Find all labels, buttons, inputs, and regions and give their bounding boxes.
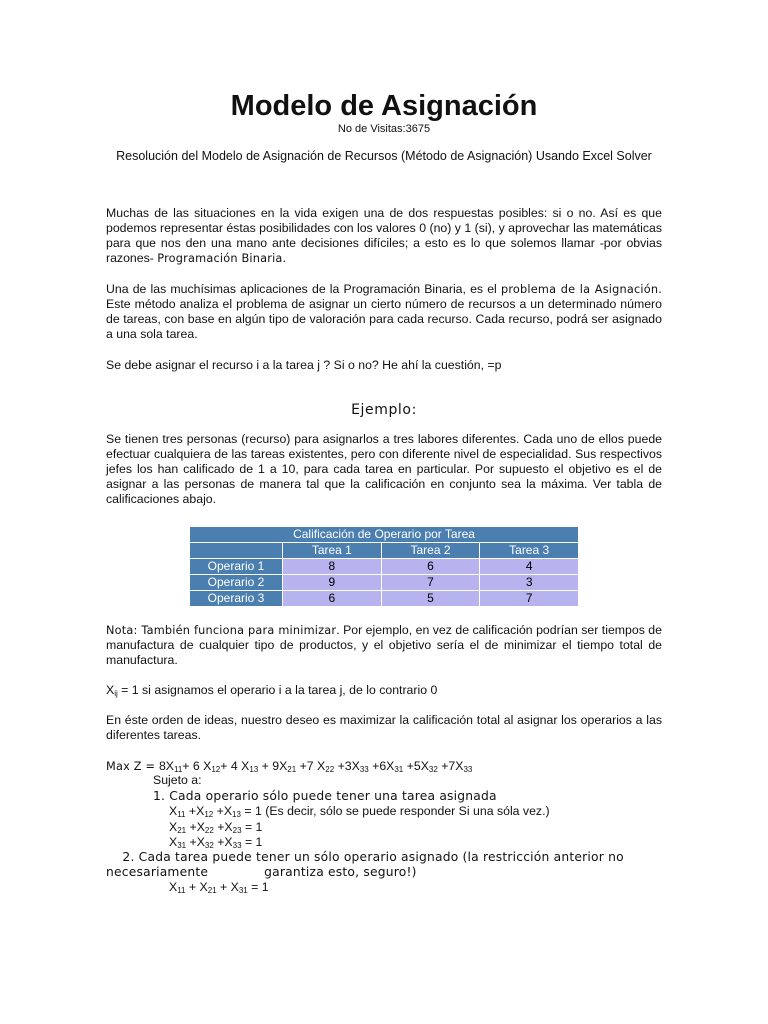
equation-subscript: 11 — [177, 810, 186, 819]
table-cell: 8 — [283, 559, 382, 575]
equation-term: + X — [216, 880, 239, 894]
equation-term: X — [169, 804, 178, 818]
variable-definition-text: = 1 si asignamos el operario i a la tarea j, de lo contrario 0 — [117, 683, 438, 697]
objective-subscript: 32 — [428, 765, 438, 774]
equation-term: +X — [213, 804, 233, 818]
objective-terms — [159, 759, 472, 773]
objective-function — [106, 759, 472, 774]
equation-term: = 1 — [247, 880, 269, 894]
section-heading: Ejemplo: — [351, 402, 417, 418]
assignment-term: problema de la Asignación. — [500, 283, 662, 296]
objective-subscript: 11 — [173, 765, 183, 774]
equation-term: X — [169, 835, 178, 849]
column-header: Tarea 3 — [480, 543, 579, 559]
equation-term: +X — [213, 835, 233, 849]
constraint2-row — [169, 880, 269, 895]
objective-term: +7 X — [296, 759, 326, 773]
note-text-a: Nota: También funciona para — [106, 624, 279, 637]
intro-term: Programación Binaria. — [157, 252, 287, 265]
objective-label: Max Z = — [106, 760, 159, 773]
table-cell: 7 — [381, 575, 480, 591]
intro-text: Muchas de las situaciones en la vida exigen una de dos respuestas posibles: si o no. Así es que podemos representar éstas posibilidades con los valores 0 (no) y 1 (si), y aprovechar las matemáticas para que nos den una mano ante decisiones difíciles; a esto es lo que solemos llamar -por obvias razones- — [106, 206, 662, 265]
constraint1-heading: 1. Cada operario sólo puede tener una tarea asignada — [153, 789, 497, 803]
intro-paragraph — [106, 206, 662, 266]
objective-subscript: 21 — [287, 765, 297, 774]
equation-term: + X — [185, 880, 208, 894]
constraint2-text-b: garantiza esto, seguro!) — [264, 865, 417, 879]
subject-to-label: Sujeto a: — [153, 773, 202, 787]
variable-symbol: X — [106, 683, 115, 697]
page-title: Modelo de Asignación — [230, 90, 538, 122]
table-row — [190, 559, 579, 575]
equation-subscript: 33 — [232, 841, 242, 850]
equation-subscript: 21 — [207, 886, 217, 895]
table-caption-row — [190, 527, 579, 543]
equation-subscript: 11 — [177, 886, 186, 895]
table-cell: 9 — [283, 575, 382, 591]
objective-subscript: 31 — [394, 765, 404, 774]
note-paragraph — [106, 623, 662, 668]
assignment-text-c: Este método analiza el problema de asignar un cierto número de recursos a un determinado número de tareas, con base en algún tipo de valoración para cada recurso. Cada recurso, podrá ser asignado a una sola tarea. — [106, 297, 662, 341]
equation-term: = 1 — [241, 835, 263, 849]
constraint2-text-a: necesariamente — [106, 865, 209, 879]
objective-term: +3X — [334, 759, 360, 773]
constraint2-heading-cont — [106, 865, 417, 880]
ratings-table — [189, 526, 579, 607]
table-row — [190, 575, 579, 591]
constraint1-row — [169, 820, 262, 835]
table-cell: 4 — [480, 559, 579, 575]
objective-subscript: 33 — [359, 765, 369, 774]
table-cell: 3 — [480, 575, 579, 591]
row-label: Operario 3 — [190, 591, 283, 607]
objective-term: +5X — [403, 759, 429, 773]
table-header-row — [190, 543, 579, 559]
objective-subscript: 13 — [249, 765, 259, 774]
table-cell: 5 — [381, 591, 480, 607]
objective-term: 8X — [158, 759, 174, 773]
equation-term: = 1 — [240, 804, 262, 818]
column-header: Tarea 1 — [283, 543, 382, 559]
note-keyword: minimizar — [278, 624, 337, 637]
variable-subscript: ij — [114, 689, 118, 698]
objective-subscript: 33 — [463, 765, 473, 774]
goal-paragraph: En éste orden de ideas, nuestro deseo es maximizar la calificación total al asignar los operarios a las diferentes tareas. — [106, 713, 662, 742]
table-corner — [190, 543, 283, 559]
objective-subscript: 12 — [211, 765, 221, 774]
equation-subscript: 31 — [177, 841, 187, 850]
objective-term: + 4 X — [220, 759, 250, 773]
constraint2-heading: 2. Cada tarea puede tener un sólo operario asignado (la restricción anterior no — [106, 850, 624, 864]
equation-term: +X — [185, 804, 205, 818]
question-paragraph: Se debe asignar el recurso i a la tarea j ? Si o no? He ahí la cuestión, =p — [106, 358, 502, 372]
equation-term: +X — [186, 835, 205, 849]
example-paragraph: Se tienen tres personas (recurso) para asignarlos a tres labores diferentes. Cada uno de ellos puede efectuar cualquiera de las tareas existentes, pero con diferente nivel de especialidad. Sus respectivos jefes los han calificado de 1 a 10, para cada tarea en particular. Por supuesto el objetivo es el de asignar a las personas de manera tal que la calificación en conjunto sea la máxima. Ver tabla de calificaciones abajo. — [106, 432, 662, 506]
objective-term: + 6 X — [182, 759, 212, 773]
table-cell: 6 — [283, 591, 382, 607]
variable-definition — [106, 683, 437, 698]
constraint1-row — [169, 835, 262, 850]
equation-term: X — [169, 880, 178, 894]
assignment-text-a: Una de las muchísimas aplicaciones de la Programación Binaria, es el — [106, 282, 501, 296]
table-row — [190, 591, 579, 607]
objective-term: +7X — [437, 759, 464, 773]
row-label: Operario 1 — [190, 559, 283, 575]
assignment-paragraph — [106, 282, 662, 342]
constraint1-note: (Es decir, sólo se puede responder Si una sóla vez.) — [261, 804, 550, 818]
equation-term: X — [169, 820, 178, 834]
equation-term: = 1 — [241, 820, 263, 834]
table-cell: 6 — [381, 559, 480, 575]
equation-subscript: 13 — [232, 810, 241, 819]
page-subtitle: Resolución del Modelo de Asignación de Recursos (Método de Asignación) Usando Excel Solver — [116, 149, 652, 163]
equation-term: +X — [213, 820, 233, 834]
objective-term: +6X — [368, 759, 395, 773]
equation-subscript: 22 — [204, 826, 214, 835]
note-text-c: . Por ejemplo, en vez de calificación podrían ser tiempos de manufactura de cualquier tipo de productos, y el objetivo sería el de minimizar el tiempo total de manufactura. — [106, 623, 662, 667]
equation-subscript: 12 — [204, 810, 214, 819]
column-header: Tarea 2 — [381, 543, 480, 559]
equation-term: +X — [186, 820, 205, 834]
constraint1-row — [169, 804, 550, 819]
visit-counter: No de Visitas:3675 — [337, 123, 431, 135]
equation-subscript: 31 — [238, 886, 248, 895]
objective-term: + 9X — [258, 759, 288, 773]
equation-subscript: 23 — [232, 826, 242, 835]
table-cell: 7 — [480, 591, 579, 607]
row-label: Operario 2 — [190, 575, 283, 591]
equation-subscript: 32 — [204, 841, 214, 850]
equation-subscript: 21 — [177, 826, 187, 835]
objective-subscript: 22 — [325, 765, 335, 774]
table-caption: Calificación de Operario por Tarea — [190, 527, 579, 543]
